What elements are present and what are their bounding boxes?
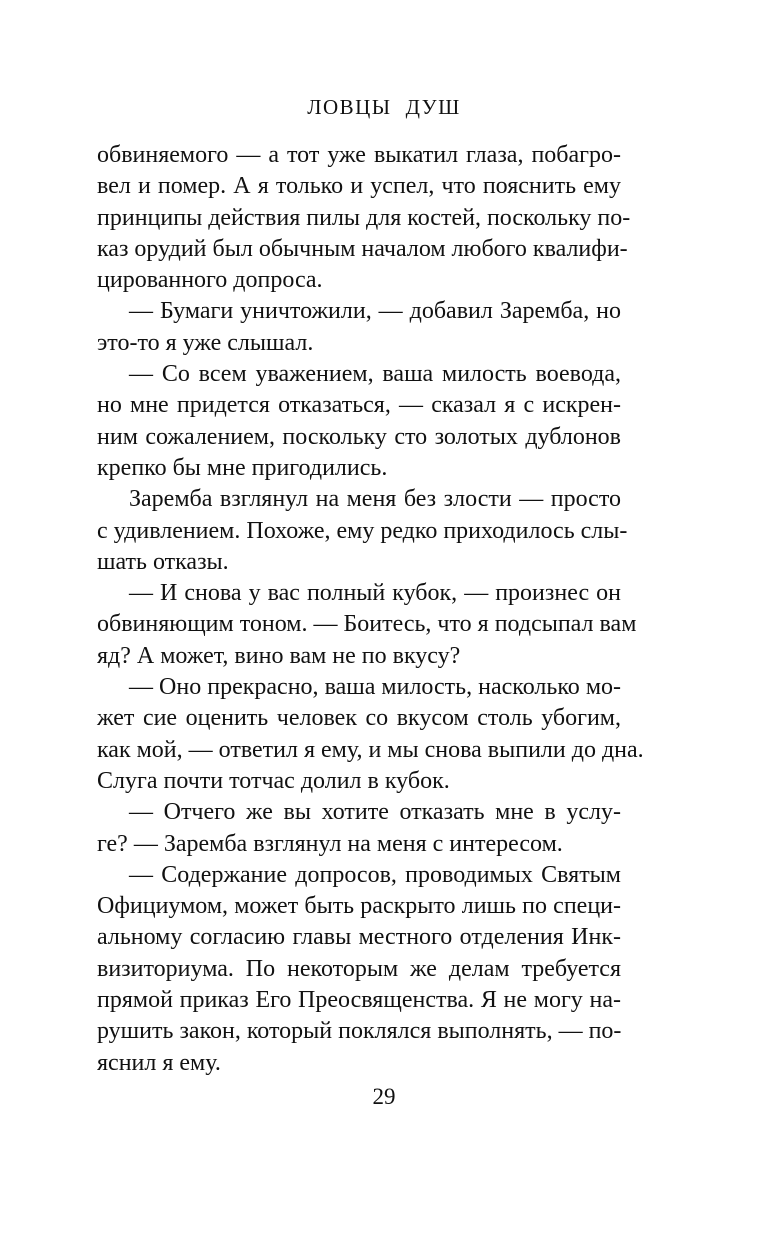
running-head-word-2: ДУШ [405, 95, 461, 119]
text-line: обвиняемого — а тот уже выкатил глаза, побагро- [97, 142, 621, 168]
text-line: визиториума. По некоторым же делам требуется [97, 955, 621, 982]
running-head [0, 92, 768, 122]
text-line: — Бумаги уничтожили, — добавил Заремба, но [129, 298, 621, 325]
text-line: шать отказы. [97, 548, 229, 575]
text-line: яснил я ему. [97, 1049, 221, 1076]
text-line: рушить закон, который поклялся выполнять, — по- [97, 1018, 622, 1045]
text-line: обвиняющим тоном. — Боитесь, что я подсыпал вам [97, 611, 637, 638]
text-line: Заремба взглянул на меня без злости — просто [129, 486, 621, 513]
text-line: как мой, — ответил я ему, и мы снова выпили до дна. [97, 736, 644, 763]
text-line: цированного допроса. [97, 267, 323, 294]
text-line: вел и помер. А я только и успел, что пояснить ему [97, 173, 621, 200]
text-line: каз орудий был обычным началом любого квалифи- [97, 235, 628, 262]
text-line: это-то я уже слышал. [97, 329, 314, 356]
text-line: прямой приказ Его Преосвященства. Я не могу на- [97, 987, 621, 1014]
text-line: — Со всем уважением, ваша милость воевода, [129, 361, 621, 388]
text-line: — Отчего же вы хотите отказать мне в услу- [129, 799, 621, 826]
text-line: Слуга почти тотчас долил в кубок. [97, 767, 450, 794]
text-line: с удивлением. Похоже, ему редко приходилось слы- [97, 517, 628, 544]
body-text [97, 140, 644, 1079]
text-line: альному согласию главы местного отделения Инк- [97, 924, 621, 951]
text-line: крепко бы мне пригодились. [97, 454, 388, 481]
text-line: но мне придется отказаться, — сказал я с искрен- [97, 392, 621, 419]
text-line: — И снова у вас полный кубок, — произнес он [129, 580, 621, 607]
text-line: жет сие оценить человек со вкусом столь убогим, [97, 705, 621, 732]
text-line: Официумом, может быть раскрыто лишь по специ- [97, 893, 621, 920]
text-line: — Оно прекрасно, ваша милость, насколько мо- [129, 674, 621, 701]
text-line: ге? — Заремба взглянул на меня с интересом. [97, 830, 563, 857]
page-number: 29 [372, 1084, 396, 1109]
text-line: принципы действия пилы для костей, поскольку по- [97, 204, 631, 231]
running-head-word-1: ЛОВЦЫ [307, 95, 392, 119]
text-line: — Содержание допросов, проводимых Святым [129, 861, 621, 888]
text-line: ним сожалением, поскольку сто золотых дублонов [97, 423, 621, 450]
text-line: яд? А может, вино вам не по вкусу? [97, 642, 461, 669]
